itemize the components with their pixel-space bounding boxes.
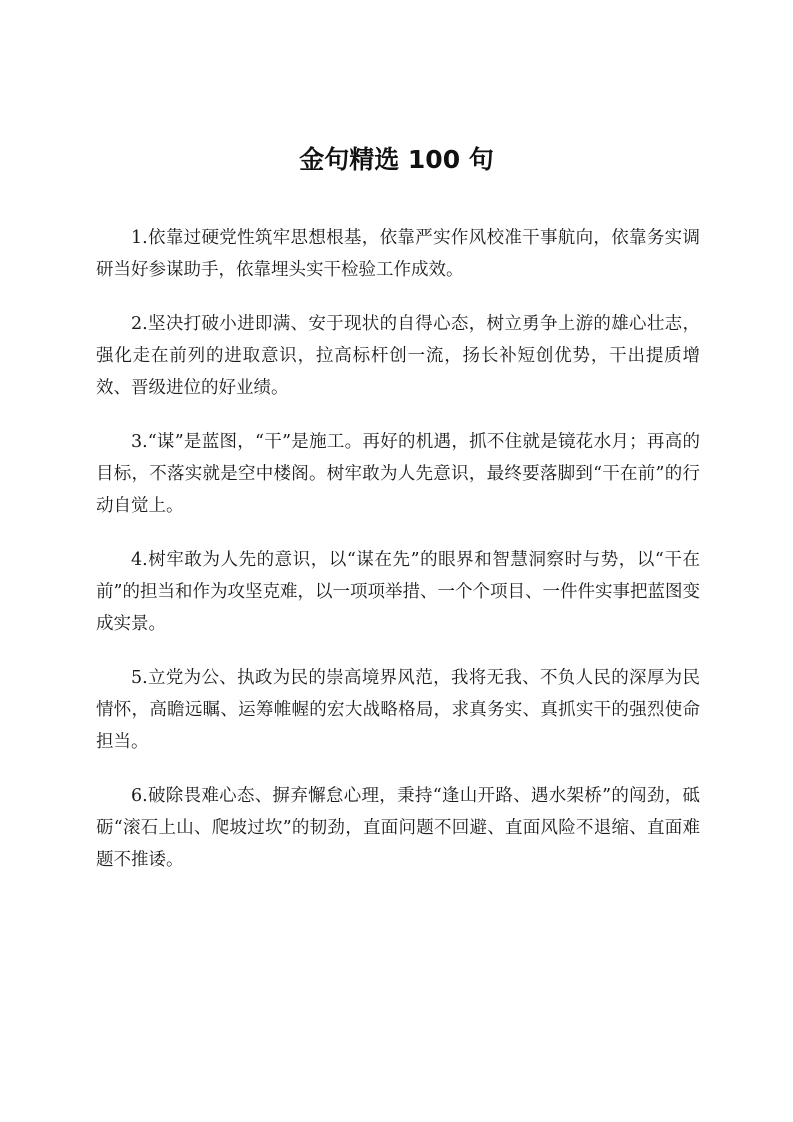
page-title: 金句精选 100 句 — [299, 145, 494, 174]
paragraph-1: 1.依靠过硬党性筑牢思想根基，依靠严实作风校准干事航向，依靠务实调研当好参谋助手，依靠埋头实干检验工作成效。 — [96, 228, 700, 280]
paragraph-6: 6.破除畏难心态、摒弃懈怠心理，秉持“逢山开路、遇水架桥”的闯劲，砥砺“滚石上山、爬坡过坎”的韧劲，直面问题不回避、直面风险不退缩、直面难题不推诿。 — [96, 786, 700, 870]
paragraph-3: 3.“谋”是蓝图，“干”是施工。再好的机遇，抓不住就是镜花水月；再高的目标，不落实就是空中楼阁。树牢敢为人先意识，最终要落脚到“干在前”的行动自觉上。 — [96, 432, 700, 516]
paragraph-2: 2.坚决打破小进即满、安于现状的自得心态，树立勇争上游的雄心壮志，强化走在前列的进取意识，拉高标杆创一流，扬长补短创优势，干出提质增效、晋级进位的好业绩。 — [96, 314, 700, 398]
paragraph-5: 5.立党为公、执政为民的崇高境界风范，我将无我、不负人民的深厚为民情怀，高瞻远瞩、运筹帷幄的宏大战略格局，求真务实、真抓实干的强烈使命担当。 — [96, 668, 700, 752]
paragraph-4: 4.树牢敢为人先的意识，以“谋在先”的眼界和智慧洞察时与势，以“干在前”的担当和作为攻坚克难，以一项项举措、一个个项目、一件件实事把蓝图变成实景。 — [96, 550, 700, 634]
document-body — [96, 222, 700, 898]
